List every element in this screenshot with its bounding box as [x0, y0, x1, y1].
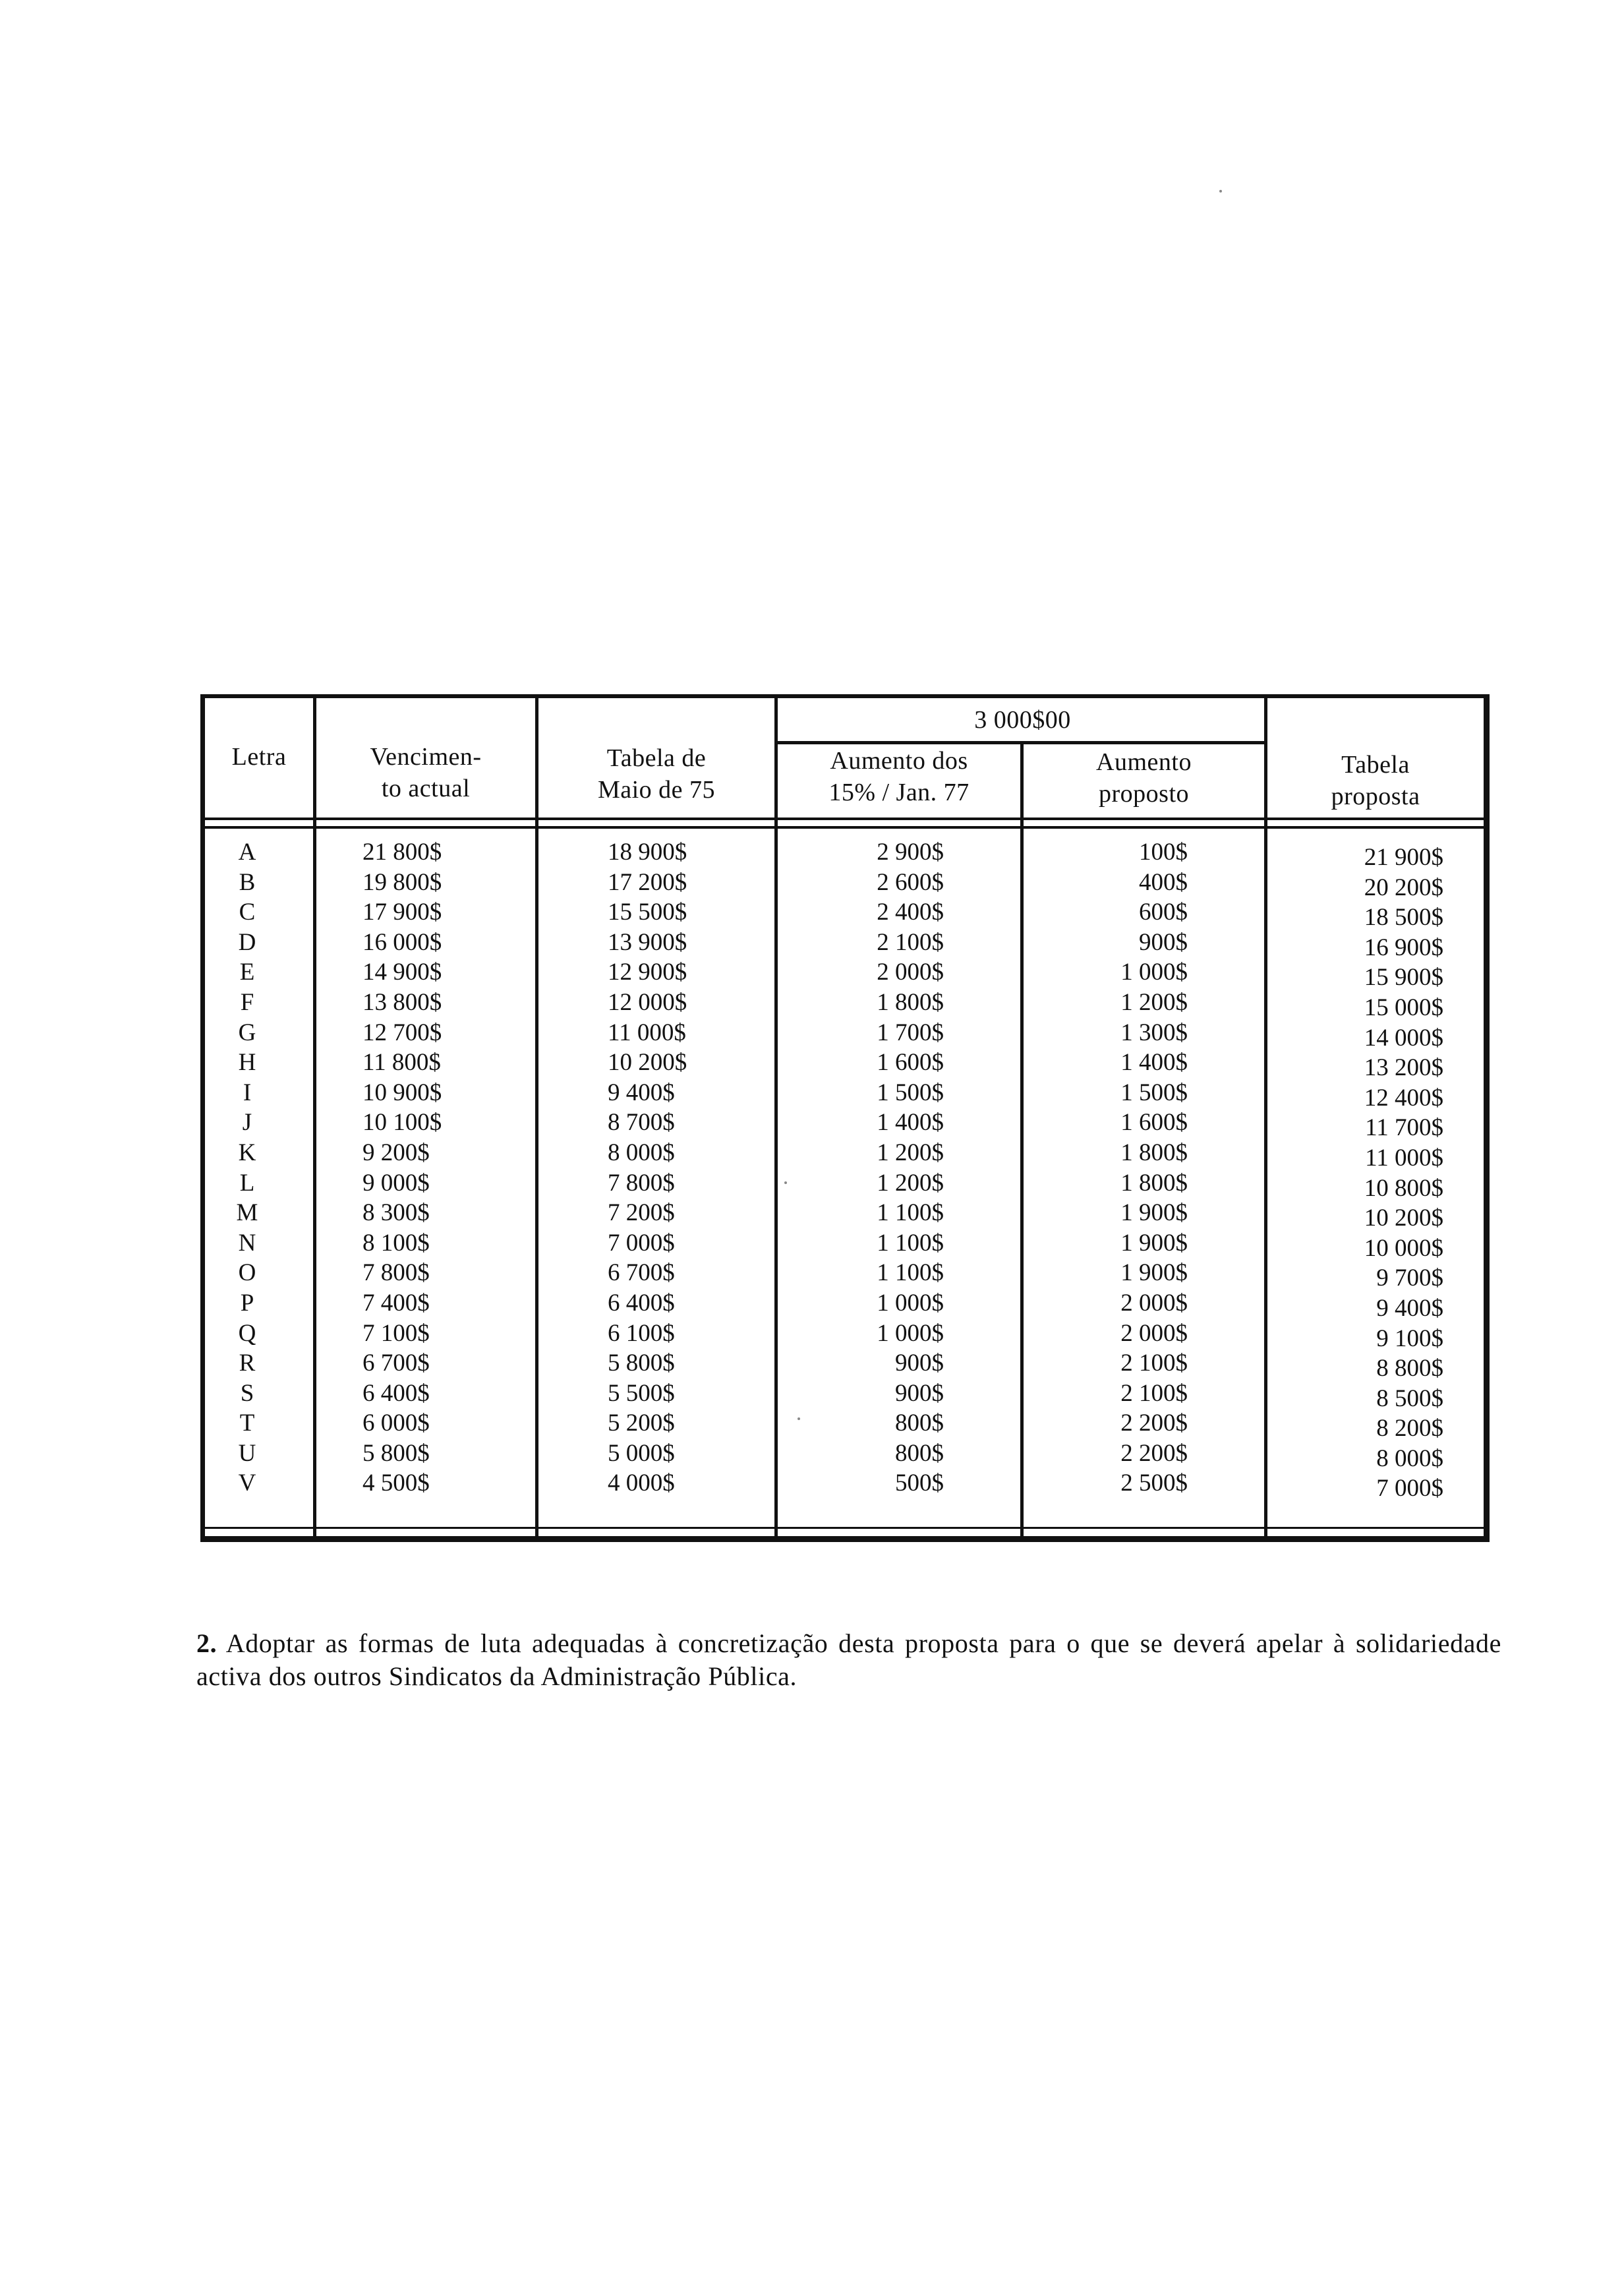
- table-cell: 8 000$: [608, 1139, 675, 1166]
- table-cell: I: [243, 1079, 252, 1106]
- table-cell: 600$: [1139, 899, 1188, 926]
- table-cell: K: [238, 1139, 256, 1166]
- table-cell: G: [238, 1019, 256, 1046]
- table-cell: O: [238, 1259, 256, 1287]
- column-tabela-maio-75: [608, 837, 740, 1499]
- table-cell: 12 900$: [608, 959, 687, 986]
- column-divider: [1264, 694, 1267, 1542]
- table-cell: 2 900$: [877, 839, 944, 866]
- table-cell: 1 000$: [1120, 959, 1188, 986]
- table-cell: 2 400$: [877, 899, 944, 926]
- column-vencimento-actual: [362, 837, 494, 1499]
- header-tabela-maio: [538, 742, 774, 806]
- table-cell: M: [236, 1199, 258, 1227]
- table-cell: 1 500$: [877, 1079, 944, 1106]
- table-cell: 1 000$: [877, 1289, 944, 1317]
- header-separator: [200, 826, 1490, 829]
- table-cell: 6 700$: [362, 1350, 430, 1377]
- header-tabela-maio-line2: Maio de 75: [597, 776, 716, 804]
- table-cell: S: [240, 1379, 254, 1407]
- table-cell: 8 700$: [608, 1109, 675, 1137]
- table-cell: 10 200$: [608, 1049, 687, 1077]
- table-cell: 13 200$: [1364, 1054, 1443, 1082]
- table-cell: 2 600$: [877, 868, 944, 896]
- header-group-text: 3 000$00: [974, 706, 1071, 734]
- table-cell: T: [239, 1410, 255, 1437]
- table-cell: J: [242, 1109, 252, 1137]
- column-letra: [211, 837, 283, 1499]
- table-cell: 9 100$: [1376, 1324, 1443, 1352]
- table-cell: 10 200$: [1364, 1204, 1443, 1232]
- column-tabela-proposta: [1312, 843, 1443, 1504]
- table-cell: 1 700$: [877, 1019, 944, 1046]
- table-cell: 1 800$: [1120, 1169, 1188, 1197]
- table-cell: 12 700$: [362, 1019, 442, 1046]
- table-cell: 17 200$: [608, 868, 687, 896]
- header-letra-text: Letra: [231, 743, 287, 771]
- header-aumento-proposto-line2: proposto: [1099, 780, 1189, 808]
- table-cell: 7 000$: [1376, 1475, 1443, 1502]
- header-aumento-15-line2: 15% / Jan. 77: [828, 779, 970, 806]
- table-cell: H: [238, 1049, 256, 1077]
- table-cell: 1 800$: [1120, 1139, 1188, 1166]
- table-cell: B: [239, 868, 256, 896]
- table-cell: 900$: [1139, 928, 1188, 956]
- header-vencimento-line2: to actual: [381, 775, 471, 802]
- header-separator: [200, 818, 1490, 820]
- table-cell: 21 800$: [362, 839, 442, 866]
- table-cell: 10 900$: [362, 1079, 442, 1106]
- table-cell: 9 700$: [1376, 1264, 1443, 1292]
- table-cell: 6 700$: [608, 1259, 675, 1287]
- table-cell: A: [238, 839, 256, 866]
- table-cell: N: [238, 1229, 256, 1257]
- table-cell: 6 400$: [362, 1379, 430, 1407]
- table-cell: 7 000$: [608, 1229, 675, 1257]
- table-cell: 7 400$: [362, 1289, 430, 1317]
- table-cell: F: [240, 988, 254, 1016]
- table-cell: 2 100$: [1120, 1350, 1188, 1377]
- table-cell: 1 100$: [877, 1259, 944, 1287]
- table-cell: 17 900$: [362, 899, 442, 926]
- table-cell: 7 800$: [362, 1259, 430, 1287]
- table-cell: 6 100$: [608, 1319, 675, 1347]
- table-cell: 5 000$: [608, 1439, 675, 1467]
- header-aumento-15: [778, 745, 1020, 808]
- header-aumento-15-line1: Aumento dos: [830, 747, 968, 775]
- header-letra: [205, 741, 313, 773]
- header-aumento-proposto-line1: Aumento: [1096, 748, 1192, 776]
- table-cell: 900$: [895, 1350, 944, 1377]
- table-cell: 1 600$: [877, 1049, 944, 1077]
- table-cell: 15 900$: [1364, 964, 1443, 992]
- table-cell: 1 500$: [1120, 1079, 1188, 1106]
- table-cell: 1 200$: [1120, 988, 1188, 1016]
- table-cell: 900$: [895, 1379, 944, 1407]
- table-cell: 1 100$: [877, 1229, 944, 1257]
- table-cell: C: [239, 899, 256, 926]
- header-tabela-proposta-line2: proposta: [1331, 783, 1420, 810]
- table-cell: 15 000$: [1364, 994, 1443, 1021]
- paragraph-number: 2.: [196, 1628, 218, 1658]
- column-aumento-15: [844, 837, 944, 1499]
- table-cell: 2 200$: [1120, 1439, 1188, 1467]
- table-cell: 5 800$: [362, 1439, 430, 1467]
- table-cell: 2 200$: [1120, 1410, 1188, 1437]
- header-tabela-proposta-line1: Tabela: [1341, 751, 1410, 779]
- table-cell: 800$: [895, 1410, 944, 1437]
- table-cell: 1 800$: [877, 988, 944, 1016]
- table-cell: 5 200$: [608, 1410, 675, 1437]
- header-tabela-proposta: [1267, 749, 1484, 812]
- table-cell: U: [238, 1439, 256, 1467]
- table-cell: 1 400$: [1120, 1049, 1188, 1077]
- table-cell: 1 600$: [1120, 1109, 1188, 1137]
- table-cell: 500$: [895, 1470, 944, 1497]
- table-cell: V: [238, 1470, 256, 1497]
- table-cell: 16 900$: [1364, 934, 1443, 961]
- table-cell: E: [239, 959, 255, 986]
- table-cell: 8 100$: [362, 1229, 430, 1257]
- table-cell: 2 000$: [877, 959, 944, 986]
- table-cell: 10 000$: [1364, 1234, 1443, 1262]
- table-cell: 1 000$: [877, 1319, 944, 1347]
- table-cell: 1 100$: [877, 1199, 944, 1227]
- table-cell: 19 800$: [362, 868, 442, 896]
- table-cell: 8 200$: [1376, 1415, 1443, 1442]
- header-aumento-proposto: [1024, 746, 1264, 810]
- table-cell: 7 800$: [608, 1169, 675, 1197]
- table-cell: 7 200$: [608, 1199, 675, 1227]
- column-divider: [774, 694, 778, 1542]
- table-cell: 2 500$: [1120, 1470, 1188, 1497]
- table-cell: 8 300$: [362, 1199, 430, 1227]
- scan-speck: [1219, 190, 1222, 193]
- table-cell: 6 000$: [362, 1410, 430, 1437]
- header-tabela-maio-line1: Tabela de: [606, 744, 707, 772]
- table-cell: 11 700$: [1365, 1114, 1443, 1142]
- table-cell: 10 800$: [1364, 1174, 1443, 1202]
- table-cell: L: [239, 1169, 255, 1197]
- table-cell: 100$: [1139, 839, 1188, 866]
- table-cell: 400$: [1139, 868, 1188, 896]
- table-cell: 16 000$: [362, 928, 442, 956]
- table-cell: 1 400$: [877, 1109, 944, 1137]
- table-cell: 6 400$: [608, 1289, 675, 1317]
- table-cell: 10 100$: [362, 1109, 442, 1137]
- proposal-paragraph: [196, 1627, 1501, 1693]
- table-cell: 18 500$: [1364, 904, 1443, 932]
- table-cell: R: [239, 1350, 256, 1377]
- table-cell: 1 300$: [1120, 1019, 1188, 1046]
- table-cell: 5 800$: [608, 1350, 675, 1377]
- table-cell: P: [240, 1289, 254, 1317]
- table-cell: 9 400$: [608, 1079, 675, 1106]
- table-cell: D: [238, 928, 256, 956]
- table-cell: 4 000$: [608, 1470, 675, 1497]
- table-cell: 9 200$: [362, 1139, 430, 1166]
- table-cell: 800$: [895, 1439, 944, 1467]
- table-cell: 14 000$: [1364, 1024, 1443, 1052]
- table-cell: 2 100$: [877, 928, 944, 956]
- footer-separator: [200, 1527, 1490, 1529]
- group-header-underline: [774, 741, 1267, 744]
- column-divider: [535, 694, 538, 1542]
- table-cell: 7 100$: [362, 1319, 430, 1347]
- column-divider: [313, 694, 316, 1542]
- table-cell: 4 500$: [362, 1470, 430, 1497]
- table-cell: 2 100$: [1120, 1379, 1188, 1407]
- table-cell: 9 400$: [1376, 1294, 1443, 1322]
- table-cell: 8 500$: [1376, 1384, 1443, 1412]
- table-cell: 9 000$: [362, 1169, 430, 1197]
- header-group: [778, 704, 1267, 736]
- table-cell: 20 200$: [1364, 874, 1443, 901]
- table-cell: Q: [238, 1319, 256, 1347]
- table-cell: 1 900$: [1120, 1259, 1188, 1287]
- table-cell: 8 800$: [1376, 1355, 1443, 1382]
- table-cell: 1 900$: [1120, 1199, 1188, 1227]
- table-cell: 12 400$: [1364, 1084, 1443, 1112]
- table-cell: 2 000$: [1120, 1289, 1188, 1317]
- table-cell: 1 900$: [1120, 1229, 1188, 1257]
- paragraph-text: Adoptar as formas de luta adequadas à concretização desta proposta para o que se deverá apelar à solidariedade activa dos outros Sindicatos da Administração Pública.: [196, 1628, 1501, 1691]
- column-divider: [1020, 744, 1024, 1542]
- table-cell: 21 900$: [1364, 844, 1443, 871]
- table-cell: 1 200$: [877, 1169, 944, 1197]
- header-vencimento-line1: Vencimen-: [370, 743, 482, 771]
- table-cell: 1 200$: [877, 1139, 944, 1166]
- table-cell: 15 500$: [608, 899, 687, 926]
- table-cell: 5 500$: [608, 1379, 675, 1407]
- table-cell: 12 000$: [608, 988, 687, 1016]
- table-cell: 8 000$: [1376, 1444, 1443, 1472]
- table-cell: 11 000$: [1365, 1144, 1443, 1172]
- table-cell: 14 900$: [362, 959, 442, 986]
- column-aumento-proposto: [1081, 837, 1188, 1499]
- table-cell: 18 900$: [608, 839, 687, 866]
- header-vencimento: [316, 741, 535, 804]
- table-cell: 13 900$: [608, 928, 687, 956]
- table-cell: 11 000$: [608, 1019, 686, 1046]
- table-cell: 11 800$: [362, 1049, 441, 1077]
- table-cell: 2 000$: [1120, 1319, 1188, 1347]
- table-cell: 13 800$: [362, 988, 442, 1016]
